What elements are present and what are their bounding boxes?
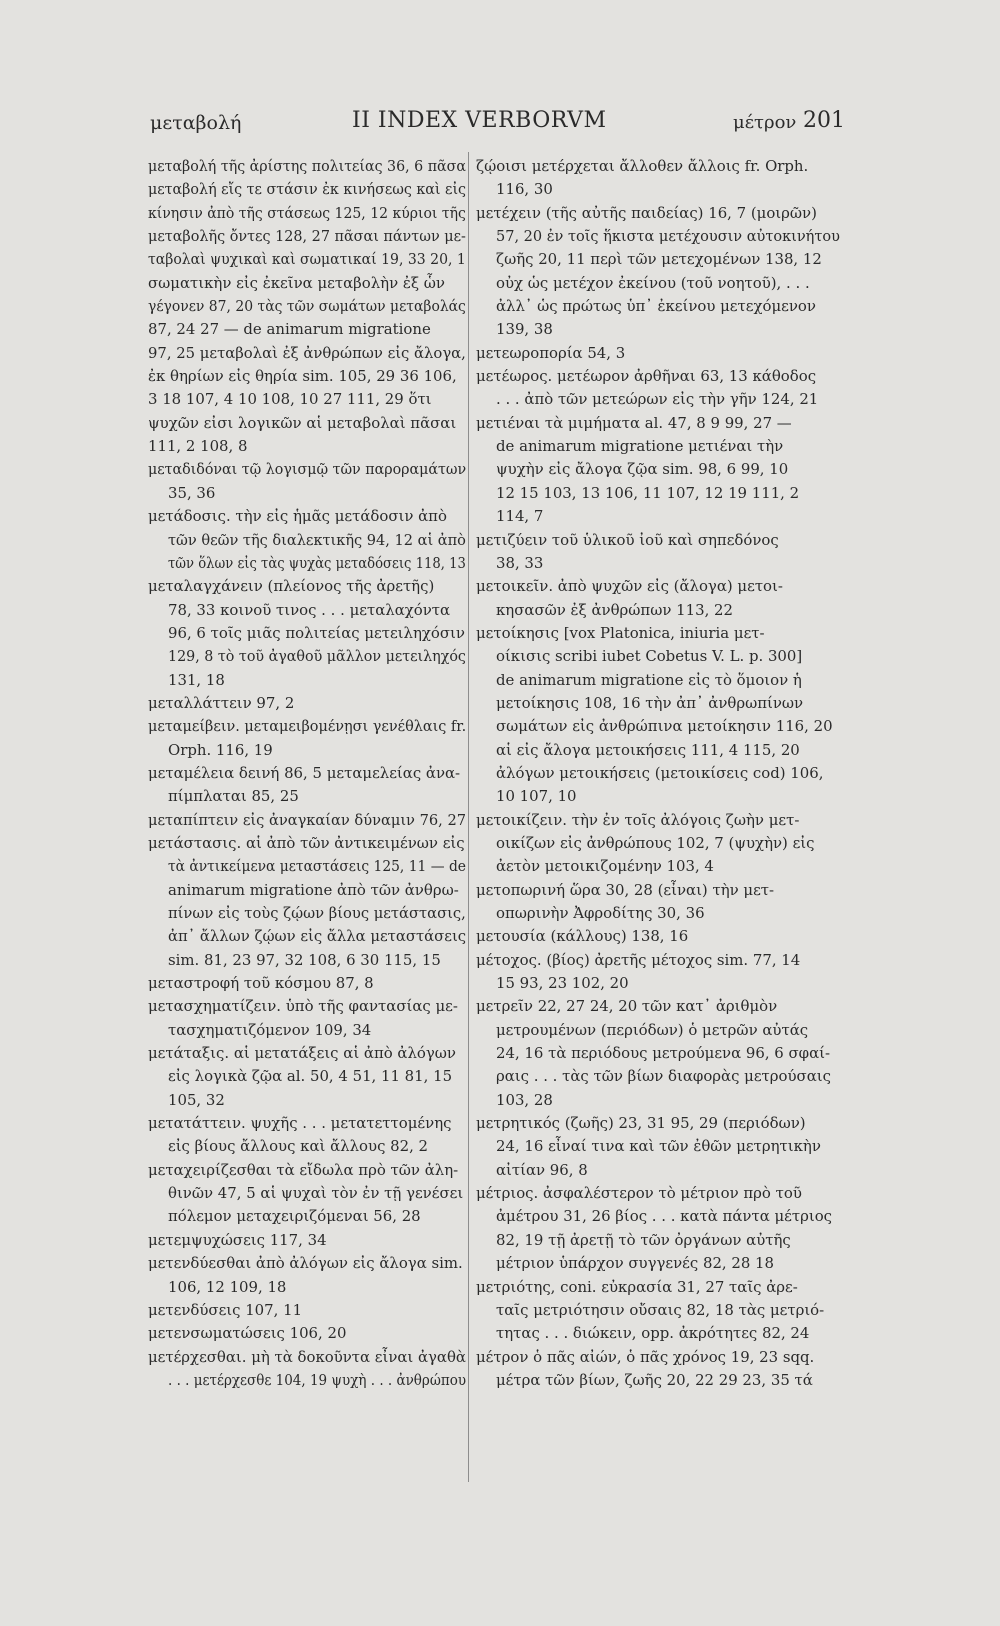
index-line: ψυχῶν εἰσι λογικῶν αἱ μεταβολαὶ πᾶσαι (148, 413, 457, 432)
index-line: μετιζύειν τοῦ ὑλικοῦ ἰοῦ καὶ σηπεδόνος (476, 530, 779, 549)
index-line: 12 15 103, 13 106, 11 107, 12 19 111, 2 (496, 483, 800, 502)
index-line: ραις . . . τὰς τῶν βίων διαφορὰς μετρούσαις (496, 1067, 831, 1086)
index-line: πόλεμον μεταχειριζόμεναι 56, 28 (168, 1207, 421, 1226)
index-line: οπωρινὴν Ἀφροδίτης 30, 36 (496, 904, 705, 922)
index-line: 78, 33 κοινοῦ τινος . . . μεταλαχόντα (168, 600, 451, 619)
index-line: 10 107, 10 (496, 787, 577, 806)
index-line: 96, 6 τοῖς μιᾶς πολιτείας μετειληχόσιν (168, 623, 465, 642)
right-column (476, 155, 840, 1392)
index-line: de animarum migratione μετιέναι τὴν (496, 437, 784, 456)
index-line: 38, 33 (496, 553, 544, 572)
index-line: μετενδύεσθαι ἀπὸ ἀλόγων εἰς ἄλογα sim. (148, 1254, 463, 1273)
index-line: οίκισις scribi iubet Cobetus V. L. p. 300] (496, 647, 803, 666)
index-line: μετέχειν (τῆς αὐτῆς παιδείας) 16, 7 (μοιρῶν) (476, 203, 817, 222)
index-line: μέτρον ὁ πᾶς αἰών, ὁ πᾶς χρόνος 19, 23 sqq. (476, 1347, 815, 1366)
index-line: animarum migratione ἀπὸ τῶν ἀνθρω- (168, 880, 459, 899)
index-line: μεταχειρίζεσθαι τὰ εἴδωλα πρὸ τῶν ἀλη- (148, 1160, 459, 1179)
index-line: μέτριον ὑπάρχον συγγενές 82, 28 18 (496, 1254, 775, 1273)
index-line: 24, 16 εἶναί τινα καὶ τῶν ἐθῶν μετρητικὴν (496, 1137, 821, 1156)
index-line: 15 93, 23 102, 20 (496, 974, 629, 993)
index-line: εἰς βίους ἄλλους καὶ ἄλλους 82, 2 (168, 1137, 429, 1156)
index-line: τασχηματιζόμενον 109, 34 (168, 1020, 372, 1039)
index-line: ἀμέτρου 31, 26 βίος . . . κατὰ πάντα μέτριος (496, 1207, 833, 1226)
index-line: ζωῆς 20, 11 περὶ τῶν μετεχομένων 138, 12 (496, 250, 822, 269)
index-line: μεταλαγχάνειν (πλείονος τῆς ἀρετῆς) (148, 577, 435, 596)
index-line: μετασχηματίζειν. ὑπὸ τῆς φαντασίας με- (148, 997, 458, 1016)
index-line: τῶν ὅλων εἰς τὰς ψυχὰς μεταδόσεις 118, 13 (168, 553, 466, 572)
index-line: μετρουμένων (περιόδων) ὁ μετρῶν αὐτάς (496, 1020, 809, 1039)
index-line: 139, 38 (496, 320, 553, 339)
index-line: αἰτίαν 96, 8 (496, 1160, 588, 1179)
index-line: μέτριος. ἀσφαλέστερον τὸ μέτριον πρὸ τοῦ (476, 1184, 802, 1203)
index-line: μετάταξις. αἱ μετατάξεις αἱ ἀπὸ ἀλόγων (148, 1044, 456, 1063)
index-line: μεταπίπτειν εἰς ἀναγκαίαν δύναμιν 76, 27 (148, 810, 467, 829)
index-line: 105, 32 (168, 1090, 225, 1109)
index-line: οὐχ ὡς μετέχον ἐκείνου (τοῦ νοητοῦ), . . . (496, 273, 810, 292)
index-line: ταβολαὶ ψυχικαὶ καὶ σωματικαί 19, 33 20, 1 (148, 250, 466, 269)
header-catchword-right: μέτρον (733, 112, 797, 133)
index-line: μετιέναι τὰ μιμήματα al. 47, 8 9 99, 27 — (476, 413, 792, 432)
index-line: μεταβολῆς ὄντες 128, 27 πᾶσαι πάντων με- (148, 227, 466, 246)
index-line: 131, 18 (168, 670, 225, 689)
index-line: 111, 2 108, 8 (148, 437, 248, 456)
page-header (0, 100, 1000, 140)
index-line: μεταμέλεια δεινή 86, 5 μεταμελείας ἀνα- (148, 763, 461, 782)
index-line: μεταλλάττειν 97, 2 (148, 693, 295, 712)
index-line: μεταδιδόναι τῷ λογισμῷ τῶν παροραμάτων (148, 460, 467, 479)
index-line: 103, 28 (496, 1090, 553, 1109)
index-line: μετουσία (κάλλους) 138, 16 (476, 927, 689, 946)
index-line: μέτοχος. (βίος) ἀρετῆς μέτοχος sim. 77, 14 (476, 950, 801, 969)
index-line: μεταμείβειν. μεταμειβομένῃσι γενέθλαις fr. (148, 717, 467, 736)
index-line: μετοικίζειν. τὴν ἐν τοῖς ἀλόγοις ζωὴν μετ- (476, 810, 800, 829)
header-catchword-left: μεταβολή (150, 112, 242, 134)
header-title: II INDEX VERBORVM (352, 108, 607, 133)
index-line: μετοικεῖν. ἀπὸ ψυχῶν εἰς (ἄλογα) μετοι- (476, 577, 783, 596)
index-line: μετοπωρινή ὥρα 30, 28 (εἶναι) τὴν μετ- (476, 880, 775, 899)
index-line: 87, 24 27 — de animarum migratione (148, 320, 431, 339)
index-line: μετρεῖν 22, 27 24, 20 τῶν κατ᾽ ἀριθμὸν (476, 997, 778, 1016)
left-column (148, 155, 466, 1392)
index-line: ζῴοισι μετέρχεται ἄλλοθεν ἄλλοις fr. Orph. (476, 157, 809, 175)
index-line: μεταστροφή τοῦ κόσμου 87, 8 (148, 974, 374, 993)
index-line: μετρητικός (ζωῆς) 23, 31 95, 29 (περιόδων) (476, 1114, 806, 1133)
index-line: ψυχὴν εἰς ἄλογα ζῷα sim. 98, 6 99, 10 (496, 460, 789, 479)
index-line: οικίζων εἰς ἀνθρώπους 102, 7 (ψυχὴν) εἰς (496, 833, 815, 852)
index-line: ἀλόγων μετοικήσεις (μετοικίσεις cod) 106, (496, 763, 824, 782)
index-line: . . . μετέρχεσθε 104, 19 ψυχὴ . . . ἀνθρώπου (168, 1370, 467, 1389)
index-line: αἱ εἰς ἄλογα μετοικήσεις 111, 4 115, 20 (496, 740, 800, 759)
index-line: 82, 19 τῇ ἀρετῇ τὸ τῶν ὀργάνων αὐτῆς (496, 1230, 791, 1249)
index-line: σωμάτων εἰς ἀνθρώπινα μετοίκησιν 116, 20 (496, 717, 833, 736)
index-line: ἐκ θηρίων εἰς θηρία sim. 105, 29 36 106, (148, 367, 457, 386)
index-line: σωματικὴν εἰς ἐκεῖνα μεταβολὴν ἐξ ὧν (148, 273, 445, 292)
index-line: 114, 7 (496, 507, 544, 526)
index-line: μετενδύσεις 107, 11 (148, 1300, 303, 1319)
index-line: sim. 81, 23 97, 32 108, 6 30 115, 15 (168, 950, 441, 969)
index-line: μεταβολή εἴς τε στάσιν ἐκ κινήσεως καὶ εἰς (148, 180, 467, 199)
index-line: τὰ ἀντικείμενα μεταστάσεις 125, 11 — de (168, 857, 467, 876)
index-line: μετοίκησις [vox Platonica, iniuria μετ- (476, 623, 765, 642)
index-line: 106, 12 109, 18 (168, 1277, 287, 1296)
index-line: 116, 30 (496, 180, 553, 199)
index-line: μετεωροπορία 54, 3 (476, 343, 626, 362)
index-line: 97, 25 μεταβολαὶ ἐξ ἀνθρώπων εἰς ἄλογα, (148, 343, 466, 362)
index-line: 129, 8 τὸ τοῦ ἀγαθοῦ μᾶλλον μετειληχός (168, 647, 466, 666)
index-line: ἀλλ᾽ ὡς πρώτως ὑπ᾽ ἐκείνου μετεχόμενον (496, 297, 816, 316)
index-line: γέγονεν 87, 20 τὰς τῶν σωμάτων μεταβολάς (148, 297, 466, 316)
index-line: 24, 16 τὰ περιόδους μετρούμενα 96, 6 σφαί- (496, 1044, 831, 1063)
index-line: τῶν θεῶν τῆς διαλεκτικῆς 94, 12 αἱ ἀπὸ (168, 530, 466, 549)
index-line: ἀπ᾽ ἄλλων ζῴων εἰς ἄλλα μεταστάσεις (168, 927, 467, 946)
index-line: μετάδοσις. τὴν εἰς ἡμᾶς μετάδοσιν ἀπὸ (148, 507, 447, 526)
index-line: τητας . . . διώκειν, opp. ἀκρότητες 82, 24 (496, 1324, 810, 1343)
index-line: κησασῶν ἐξ ἀνθρώπων 113, 22 (496, 600, 733, 619)
index-line: μετεμψυχώσεις 117, 34 (148, 1230, 327, 1249)
index-line: μετατάττειν. ψυχῆς . . . μετατεττομένης (148, 1114, 452, 1133)
column-divider (468, 152, 469, 1482)
page-number: 201 (803, 108, 845, 133)
index-line: πίμπλαται 85, 25 (168, 787, 299, 806)
index-line: κίνησιν ἀπὸ τῆς στάσεως 125, 12 κύριοι τῆς (148, 203, 466, 222)
index-line: μεταβολή τῆς ἀρίστης πολιτείας 36, 6 πᾶσα (148, 157, 466, 175)
index-line: πίνων εἰς τοὺς ζῴων βίους μετάστασις, (168, 904, 466, 922)
index-line: 3 18 107, 4 10 108, 10 27 111, 29 ὅτι (148, 390, 432, 409)
index-line: 35, 36 (168, 483, 216, 502)
index-line: de animarum migratione εἰς τὸ ὅμοιον ἡ (496, 670, 802, 689)
index-line: 57, 20 ἐν τοῖς ἥκιστα μετέχουσιν αὐτοκινήτου (496, 227, 840, 246)
index-line: . . . ἀπὸ τῶν μετεώρων εἰς τὴν γῆν 124, 21 (496, 390, 819, 409)
index-line: μετέωρος. μετέωρον ἀρθῆναι 63, 13 κάθοδος (476, 367, 817, 386)
index-line: ταῖς μετριότησιν οὔσαις 82, 18 τὰς μετριό- (496, 1300, 825, 1319)
index-line: μετέρχεσθαι. μὴ τὰ δοκοῦντα εἶναι ἀγαθὰ (148, 1347, 466, 1366)
index-line: μέτρα τῶν βίων, ζωῆς 20, 22 29 23, 35 τά (496, 1370, 813, 1389)
index-line: μετριότης, coni. εὐκρασία 31, 27 ταῖς ἀρε- (476, 1277, 798, 1296)
index-line: μετενσωματώσεις 106, 20 (148, 1324, 347, 1343)
index-line: Orph. 116, 19 (168, 740, 273, 759)
index-line: θινῶν 47, 5 αἱ ψυχαὶ τὸν ἐν τῇ γενέσει (168, 1184, 464, 1203)
index-line: ἀετὸν μετοικιζομένην 103, 4 (496, 857, 714, 876)
index-line: εἰς λογικὰ ζῷα al. 50, 4 51, 11 81, 15 (168, 1067, 453, 1086)
index-line: μετάστασις. αἱ ἀπὸ τῶν ἀντικειμένων εἰς (148, 833, 465, 852)
index-line: μετοίκησις 108, 16 τὴν ἀπ᾽ ἀνθρωπίνων (496, 693, 804, 712)
